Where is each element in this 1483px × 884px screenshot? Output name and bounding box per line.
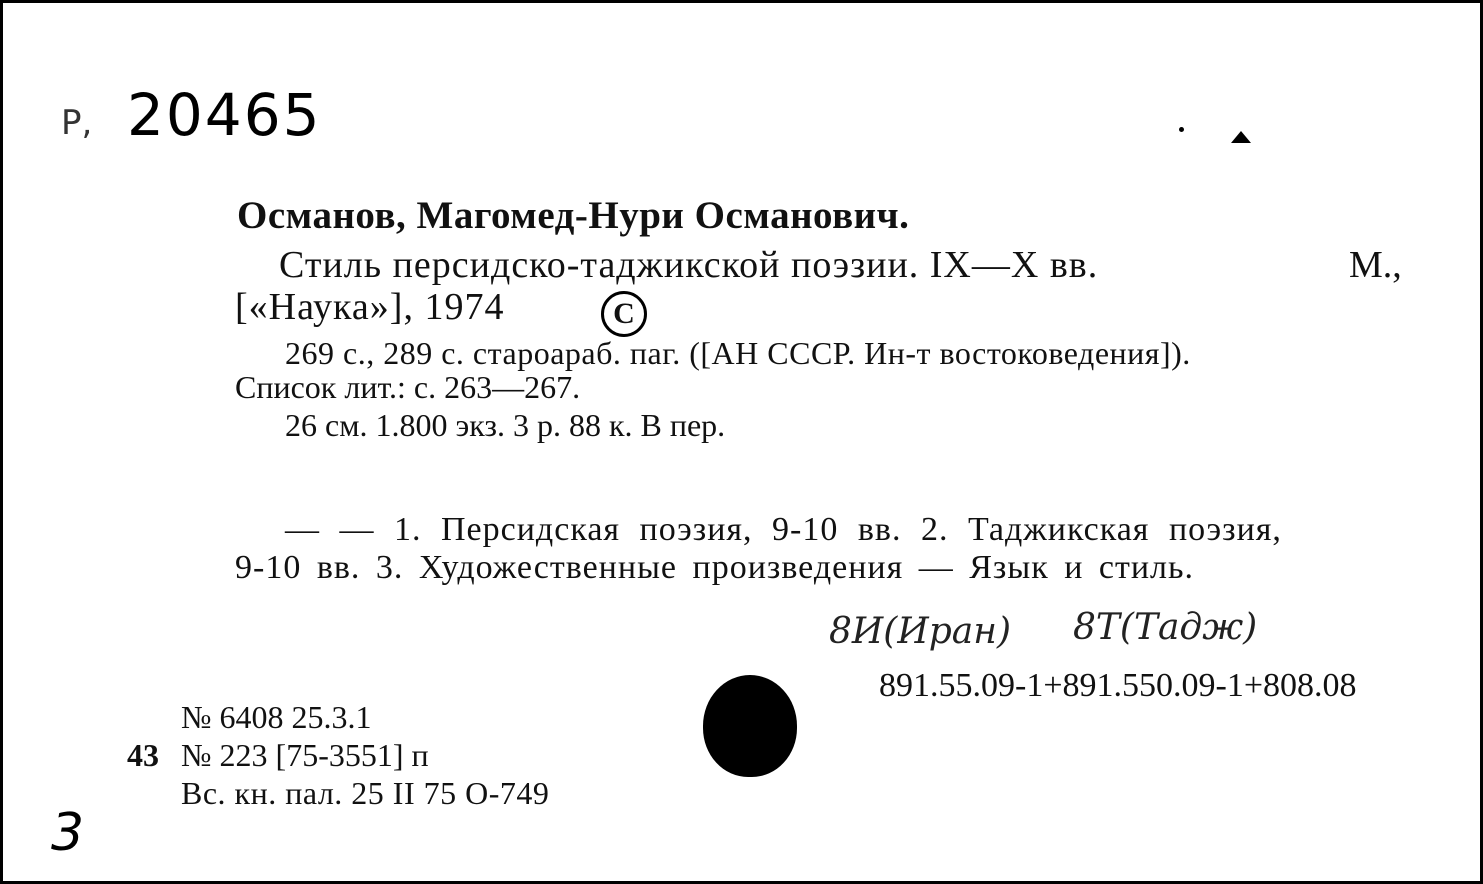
title-line-2: [«Наука»], 1974 — [235, 286, 505, 328]
record-number-prefix: 43 — [127, 737, 159, 773]
handwritten-mark: Р, — [61, 103, 93, 143]
punch-hole — [703, 675, 797, 777]
arrow-mark-icon — [1231, 131, 1251, 143]
record-number-line-2: № 223 [75-3551] п — [181, 737, 429, 773]
description-line-3: 26 см. 1.800 экз. 3 р. 88 к. В пер. — [285, 407, 726, 443]
handwritten-bottom-mark: 3 — [51, 803, 85, 863]
record-number-line-3: Вс. кн. пал. 25 II 75 О-749 — [181, 775, 550, 811]
printed-classification: 891.55.09-1+891.550.09-1+808.08 — [879, 667, 1357, 704]
speck-dot — [1179, 127, 1184, 132]
description-line-1: 269 с., 289 с. староараб. паг. ([АН СССР. Ин-т востоковедения]). — [285, 335, 1191, 371]
subjects-line-2: 9-10 вв. 3. Художественные произведения — Язык и стиль. — [235, 549, 1195, 586]
subjects-line-1: — — 1. Персидская поэзия, 9-10 вв. 2. Таджикская поэзия, — [285, 511, 1282, 548]
handwritten-classification-2: 8Т(Тадж) — [1073, 607, 1258, 648]
author-heading: Османов, Магомед-Нури Османович. — [237, 194, 910, 237]
copyright-icon: C — [601, 291, 647, 337]
record-number-line-1: № 6408 25.3.1 — [181, 699, 372, 735]
publication-place: М., — [1349, 244, 1402, 286]
title-line-1: Стиль персидско-таджикской поэзии. IX—X вв. — [279, 244, 1099, 286]
handwritten-classification-1: 8И(Иран) — [829, 611, 1012, 652]
handwritten-call-number: 20465 — [127, 81, 322, 149]
description-line-2: Список лит.: с. 263—267. — [235, 369, 581, 405]
